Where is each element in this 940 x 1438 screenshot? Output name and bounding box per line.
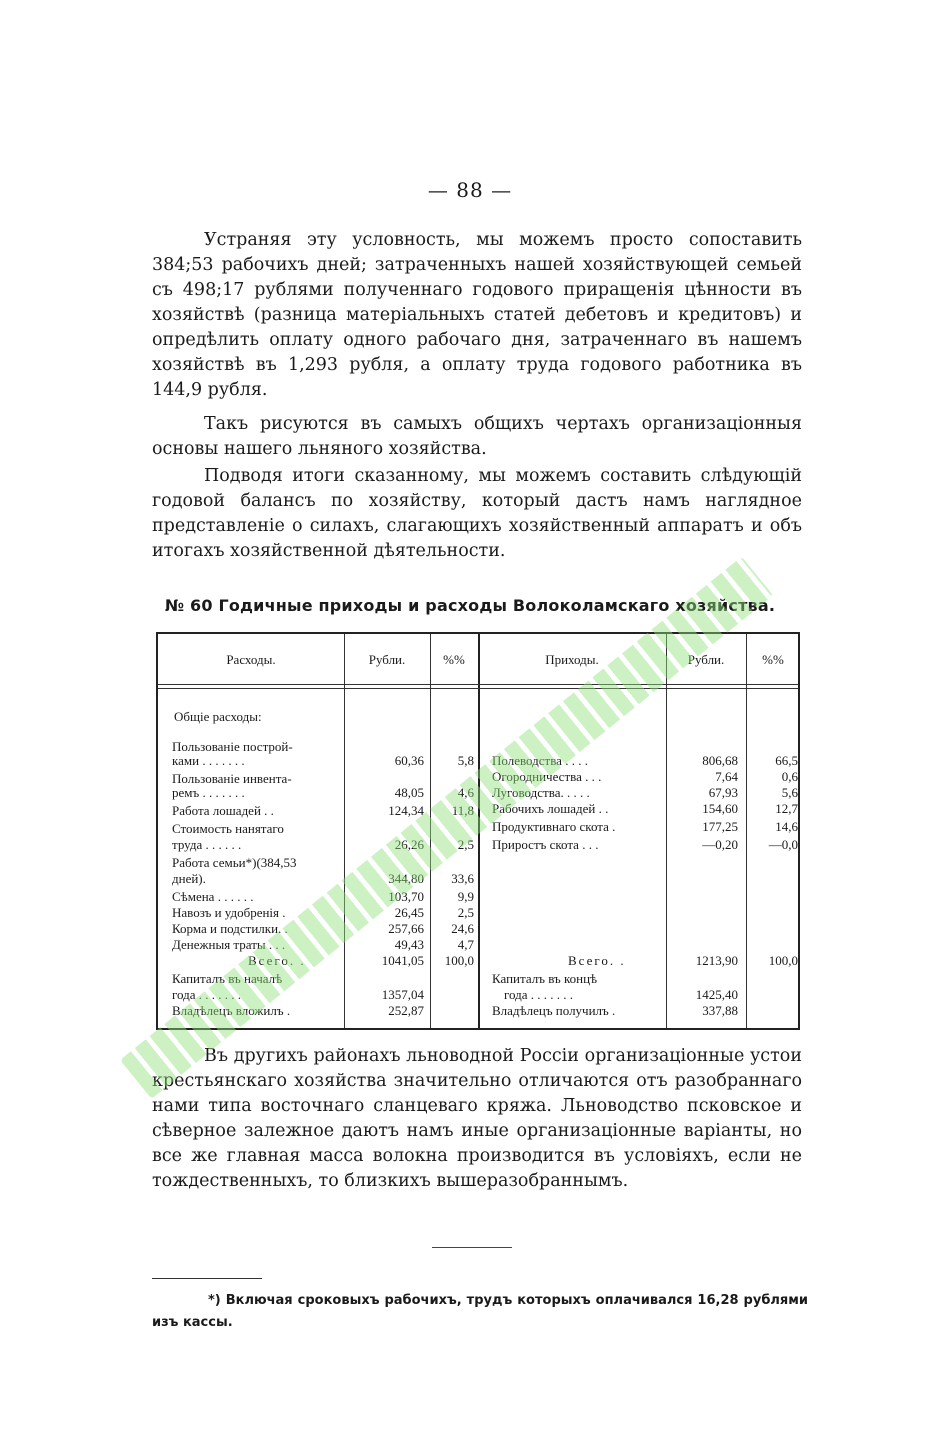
- income-pct: 5,6: [781, 785, 798, 800]
- expense-rub: 257,66: [388, 921, 424, 936]
- expense-pct: 4,7: [457, 937, 474, 952]
- expense-rub: 48,05: [394, 785, 424, 800]
- header-expenses: Расходы.: [226, 652, 276, 667]
- expense-total-pct: 100,0: [444, 953, 474, 968]
- income-capital-label: Капиталъ въ концѣ: [492, 971, 598, 986]
- expense-label: Корма и подстилки. .: [172, 921, 288, 936]
- income-rub: 177,25: [702, 819, 738, 834]
- col-divider: [344, 634, 345, 1028]
- expense-rub: 49,43: [394, 937, 424, 952]
- owner-invested-rub: 252,87: [388, 1003, 424, 1018]
- header-rule: [158, 684, 798, 685]
- income-rub: 7,64: [715, 769, 738, 784]
- income-rub: —0,20: [702, 837, 738, 852]
- owner-invested-label: Владѣлецъ вложилъ .: [172, 1003, 291, 1018]
- income-label: Приростъ скота . . .: [492, 837, 599, 852]
- expense-rub: 103,70: [388, 889, 424, 904]
- paragraph-1: Устраняя эту условность, мы можемъ просто сопоставить 384;53 рабочихъ дней; затраченныхъ нашей хозяйствующей семьей съ 498;17 рублями полученнаго годового приращенія цѣнности въ хозяйствѣ (разница матеріальныхъ статей дебетовъ и кредитовъ) и опредѣлить оплату одного рабочаго дня, затраченнаго въ нашемъ хозяйствѣ въ 1,293 рубля, а оплату труда годового работника въ 144,9 рубля.: [152, 230, 802, 400]
- footnote: *) Включая сроковыхъ рабочихъ, трудъ которыхъ оплачивался 16,28 рублями изъ кассы.: [152, 1293, 808, 1330]
- paragraph-3: Подводя итоги сказанному, мы можемъ составить слѣдующій годовой балансъ по хозяйству, который дастъ намъ наглядное представленіе о силахъ, слагающихъ хозяйственный аппаратъ и объ итогахъ хозяйственной дѣятельности.: [152, 466, 802, 561]
- income-rub: 67,93: [708, 785, 738, 800]
- expense-pct: 5,8: [457, 753, 474, 768]
- expense-label: дней).: [172, 871, 206, 886]
- col-divider: [430, 634, 431, 1028]
- income-pct: 12,7: [775, 801, 798, 816]
- income-total-pct: 100,0: [768, 953, 798, 968]
- owner-received-rub: 337,88: [702, 1003, 738, 1018]
- expense-pct: 2,5: [457, 837, 474, 852]
- income-pct: 0,6: [781, 769, 798, 784]
- income-label: Полеводства . . . .: [492, 753, 588, 768]
- table-caption: № 60 Годичные приходы и расходы Волоколамскаго хозяйства.: [164, 596, 776, 615]
- end-rule: [432, 1247, 512, 1248]
- expense-label: Пользованіе построй-: [172, 739, 293, 754]
- expense-capital-label: года . . . . . . .: [172, 987, 242, 1002]
- section-label: Общіе расходы:: [174, 709, 262, 724]
- expense-pct: 24,6: [451, 921, 474, 936]
- expense-rub: 60,36: [394, 753, 424, 768]
- expense-label: Работа лошадей . .: [172, 803, 274, 818]
- expense-pct: 11,8: [451, 803, 474, 818]
- header-pct-2: %%: [762, 652, 784, 667]
- balance-table: [156, 632, 800, 1030]
- income-pct: 66,5: [775, 753, 798, 768]
- expense-total-label: Всего. .: [248, 953, 306, 968]
- income-label: Огородничества . . .: [492, 769, 602, 784]
- income-capital-rub: 1425,40: [695, 987, 738, 1002]
- expense-label: ремъ . . . . . . .: [172, 785, 245, 800]
- header-income: Приходы.: [545, 652, 599, 667]
- income-pct: 14,6: [775, 819, 798, 834]
- expense-label: Работа семьи*)(384,53: [172, 855, 297, 870]
- header-rub-2: Рубли.: [687, 652, 725, 667]
- expense-pct: 2,5: [457, 905, 474, 920]
- expense-label: Навозъ и удобренія .: [172, 905, 286, 920]
- income-total-label: Всего. .: [568, 953, 626, 968]
- expense-label: труда . . . . . .: [172, 837, 242, 852]
- expense-total-rub: 1041,05: [381, 953, 424, 968]
- expense-rub: 124,34: [388, 803, 424, 818]
- income-label: Продуктивнаго скота .: [492, 819, 616, 834]
- expense-label: ками . . . . . . .: [172, 753, 245, 768]
- expense-capital-rub: 1357,04: [381, 987, 424, 1002]
- expense-pct: 9,9: [457, 889, 474, 904]
- header-rule: [158, 688, 798, 689]
- footnote-rule: [152, 1278, 262, 1279]
- income-label: Рабочихъ лошадей . .: [492, 801, 609, 816]
- expense-rub: 344,80: [388, 871, 424, 886]
- expense-pct: 4,6: [457, 785, 474, 800]
- header-pct-1: %%: [443, 652, 465, 667]
- paragraph-2: Такъ рисуются въ самыхъ общихъ чертахъ организаціонныя основы нашего льняного хозяйства.: [152, 414, 802, 459]
- income-pct: —0,0: [768, 837, 798, 852]
- paragraph-4: Въ другихъ районахъ льноводной Россіи организаціонные устои крестьянскаго хозяйства значительно отличаются отъ разобраннаго нами типа восточнаго сланцеваго кряжа. Льноводство псковское и сѣверное залежное даютъ намъ иные организаціонные варіанты, но все же главная масса волокна производится въ условіяхъ, если не тождественныхъ, то близкихъ вышеразобраннымъ.: [152, 1046, 802, 1191]
- header-rub-1: Рубли.: [368, 652, 406, 667]
- income-rub: 154,60: [702, 801, 738, 816]
- expense-rub: 26,45: [394, 905, 424, 920]
- expense-capital-label: Капиталъ въ началѣ: [172, 971, 283, 986]
- page-number: — 88 —: [427, 178, 513, 202]
- expense-pct: 33,6: [451, 871, 474, 886]
- income-rub: 806,68: [702, 753, 738, 768]
- expense-label: Денежныя траты . . .: [172, 937, 286, 952]
- income-total-rub: 1213,90: [695, 953, 738, 968]
- expense-label: Пользованіе инвента-: [172, 771, 292, 786]
- expense-rub: 26,26: [394, 837, 424, 852]
- owner-received-label: Владѣлецъ получилъ .: [492, 1003, 616, 1018]
- expense-label: Стоимость нанятаго: [172, 821, 284, 836]
- col-divider-center: [478, 634, 480, 1028]
- income-label: Луговодства. . . . .: [492, 785, 590, 800]
- income-capital-label: года . . . . . . .: [504, 987, 574, 1002]
- expense-label: Сѣмена . . . . . .: [172, 889, 254, 904]
